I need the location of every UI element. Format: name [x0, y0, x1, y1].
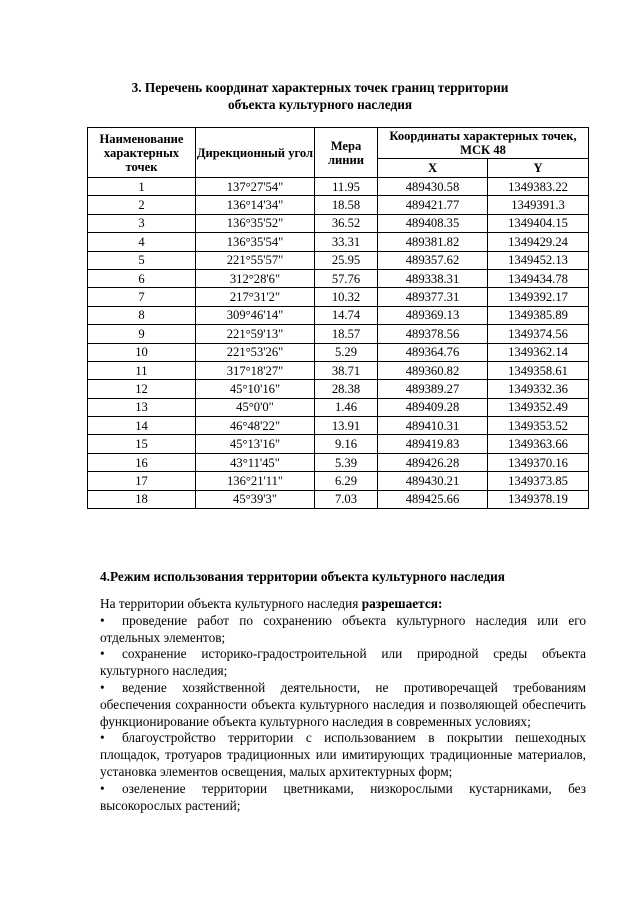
table-row: [88, 269, 589, 287]
cell-y: 1349392.17: [488, 288, 589, 306]
cell-length: 11.95: [315, 178, 378, 196]
cell-y: 1349429.24: [488, 233, 589, 251]
cell-angle: 221°59'13": [196, 325, 315, 343]
cell-point: 9: [88, 325, 196, 343]
table-row: [88, 288, 589, 306]
cell-y: 1349362.14: [488, 343, 589, 361]
table-row: [88, 233, 589, 251]
cell-y: 1349385.89: [488, 306, 589, 324]
list-item-text: благоустройство территории с использованием в покрытии пешеходных площадок, тротуаров традиционных или имитирующих традиционные материалов, установка элементов освещения, малых архитектурных форм;: [100, 730, 586, 779]
table-row: [88, 380, 589, 398]
coordinates-table-body: [88, 178, 589, 509]
table-row: [88, 398, 589, 416]
cell-y: 1349434.78: [488, 269, 589, 287]
table-row: [88, 435, 589, 453]
cell-length: 13.91: [315, 417, 378, 435]
cell-point: 4: [88, 233, 196, 251]
cell-length: 33.31: [315, 233, 378, 251]
header-direction-angle: Дирекционный угол: [196, 128, 315, 178]
list-item: [100, 680, 586, 730]
cell-x: 489381.82: [378, 233, 488, 251]
cell-y: 1349363.66: [488, 435, 589, 453]
table-row: [88, 251, 589, 269]
cell-angle: 221°55'57": [196, 251, 315, 269]
cell-x: 489377.31: [378, 288, 488, 306]
table-row: [88, 490, 589, 508]
table-row: [88, 214, 589, 232]
cell-x: 489408.35: [378, 214, 488, 232]
section3-title: [100, 79, 540, 113]
table-row: [88, 417, 589, 435]
cell-length: 9.16: [315, 435, 378, 453]
cell-point: 7: [88, 288, 196, 306]
bullet-icon: •: [100, 679, 105, 695]
cell-point: 11: [88, 361, 196, 379]
section3-title-line1: 3. Перечень координат характерных точек границ территории: [131, 80, 509, 95]
header-coordinates: Координаты характерных точек, МСК 48: [378, 128, 589, 159]
cell-length: 5.39: [315, 453, 378, 471]
cell-angle: 221°53'26": [196, 343, 315, 361]
cell-length: 10.32: [315, 288, 378, 306]
cell-y: 1349373.85: [488, 472, 589, 490]
cell-point: 6: [88, 269, 196, 287]
section3-title-line2: объекта культурного наследия: [227, 97, 413, 112]
section4-body: [100, 596, 586, 814]
bullet-list: [100, 613, 586, 815]
cell-point: 14: [88, 417, 196, 435]
cell-x: 489410.31: [378, 417, 488, 435]
cell-angle: 45°13'16": [196, 435, 315, 453]
cell-x: 489364.76: [378, 343, 488, 361]
cell-x: 489357.62: [378, 251, 488, 269]
cell-x: 489389.27: [378, 380, 488, 398]
cell-angle: 136°35'54": [196, 233, 315, 251]
cell-length: 28.38: [315, 380, 378, 398]
cell-angle: 45°10'16": [196, 380, 315, 398]
cell-y: 1349391.3: [488, 196, 589, 214]
list-item-text: сохранение историко-градостроительной или природной среды объекта культурного наследия;: [100, 646, 586, 679]
list-item-text: озеленение территории цветниками, низкорослыми кустарниками, без высокорослых растений;: [100, 780, 586, 813]
cell-angle: 45°39'3": [196, 490, 315, 508]
cell-y: 1349332.36: [488, 380, 589, 398]
cell-point: 17: [88, 472, 196, 490]
cell-point: 2: [88, 196, 196, 214]
cell-x: 489419.83: [378, 435, 488, 453]
cell-angle: 43°11'45": [196, 453, 315, 471]
cell-y: 1349352.49: [488, 398, 589, 416]
header-y: Y: [488, 159, 589, 178]
header-x: X: [378, 159, 488, 178]
cell-angle: 137°27'54": [196, 178, 315, 196]
header-point-name: Наименование характерных точек: [88, 128, 196, 178]
cell-y: 1349378.19: [488, 490, 589, 508]
bullet-icon: •: [100, 612, 105, 628]
cell-angle: 136°21'11": [196, 472, 315, 490]
cell-y: 1349383.22: [488, 178, 589, 196]
section4-intro: [100, 596, 586, 613]
cell-x: 489421.77: [378, 196, 488, 214]
table-row: [88, 196, 589, 214]
cell-x: 489425.66: [378, 490, 488, 508]
cell-point: 3: [88, 214, 196, 232]
cell-angle: 136°14'34": [196, 196, 315, 214]
cell-point: 18: [88, 490, 196, 508]
cell-x: 489426.28: [378, 453, 488, 471]
table-row: [88, 472, 589, 490]
cell-x: 489360.82: [378, 361, 488, 379]
bullet-icon: •: [100, 646, 105, 662]
cell-length: 36.52: [315, 214, 378, 232]
cell-point: 16: [88, 453, 196, 471]
cell-x: 489378.56: [378, 325, 488, 343]
cell-point: 13: [88, 398, 196, 416]
cell-length: 1.46: [315, 398, 378, 416]
bullet-icon: •: [100, 780, 105, 796]
cell-x: 489430.21: [378, 472, 488, 490]
list-item-text: ведение хозяйственной деятельности, не противоречащей требованиям обеспечения сохранности объекта культурного наследия и позволяющей обеспечить функционирование объекта культурного наследия в современных условиях;: [100, 679, 586, 729]
cell-angle: 136°35'52": [196, 214, 315, 232]
cell-angle: 309°46'14": [196, 306, 315, 324]
cell-x: 489409.28: [378, 398, 488, 416]
table-row: [88, 453, 589, 471]
cell-point: 5: [88, 251, 196, 269]
cell-point: 8: [88, 306, 196, 324]
cell-point: 10: [88, 343, 196, 361]
cell-length: 25.95: [315, 251, 378, 269]
list-item: [100, 781, 586, 815]
cell-x: 489430.58: [378, 178, 488, 196]
section4-title: 4.Режим использования территории объекта культурного наследия: [100, 569, 505, 584]
cell-x: 489338.31: [378, 269, 488, 287]
table-row: [88, 343, 589, 361]
bullet-icon: •: [100, 730, 105, 746]
cell-angle: 312°28'6": [196, 269, 315, 287]
cell-length: 14.74: [315, 306, 378, 324]
list-item: [100, 646, 586, 680]
cell-length: 7.03: [315, 490, 378, 508]
cell-length: 5.29: [315, 343, 378, 361]
table-row: [88, 325, 589, 343]
cell-angle: 46°48'22": [196, 417, 315, 435]
cell-x: 489369.13: [378, 306, 488, 324]
intro-text: На территории объекта культурного наследия: [100, 596, 362, 611]
cell-y: 1349452.13: [488, 251, 589, 269]
intro-bold-text: разрешается:: [361, 596, 443, 611]
cell-point: 12: [88, 380, 196, 398]
cell-point: 1: [88, 178, 196, 196]
list-item: [100, 730, 586, 780]
cell-length: 38.71: [315, 361, 378, 379]
list-item-text: проведение работ по сохранению объекта культурного наследия или его отдельных элементов;: [100, 612, 586, 645]
cell-angle: 217°31'2": [196, 288, 315, 306]
coordinates-table: [87, 127, 589, 509]
cell-length: 18.57: [315, 325, 378, 343]
table-row: [88, 361, 589, 379]
cell-point: 15: [88, 435, 196, 453]
cell-y: 1349370.16: [488, 453, 589, 471]
cell-angle: 45°0'0": [196, 398, 315, 416]
cell-angle: 317°18'27": [196, 361, 315, 379]
cell-y: 1349353.52: [488, 417, 589, 435]
table-row: [88, 178, 589, 196]
header-line-length: Мера линии: [315, 128, 378, 178]
table-row: [88, 306, 589, 324]
cell-length: 18.58: [315, 196, 378, 214]
cell-length: 57.76: [315, 269, 378, 287]
cell-y: 1349404.15: [488, 214, 589, 232]
list-item: [100, 613, 586, 647]
cell-y: 1349374.56: [488, 325, 589, 343]
cell-y: 1349358.61: [488, 361, 589, 379]
cell-length: 6.29: [315, 472, 378, 490]
